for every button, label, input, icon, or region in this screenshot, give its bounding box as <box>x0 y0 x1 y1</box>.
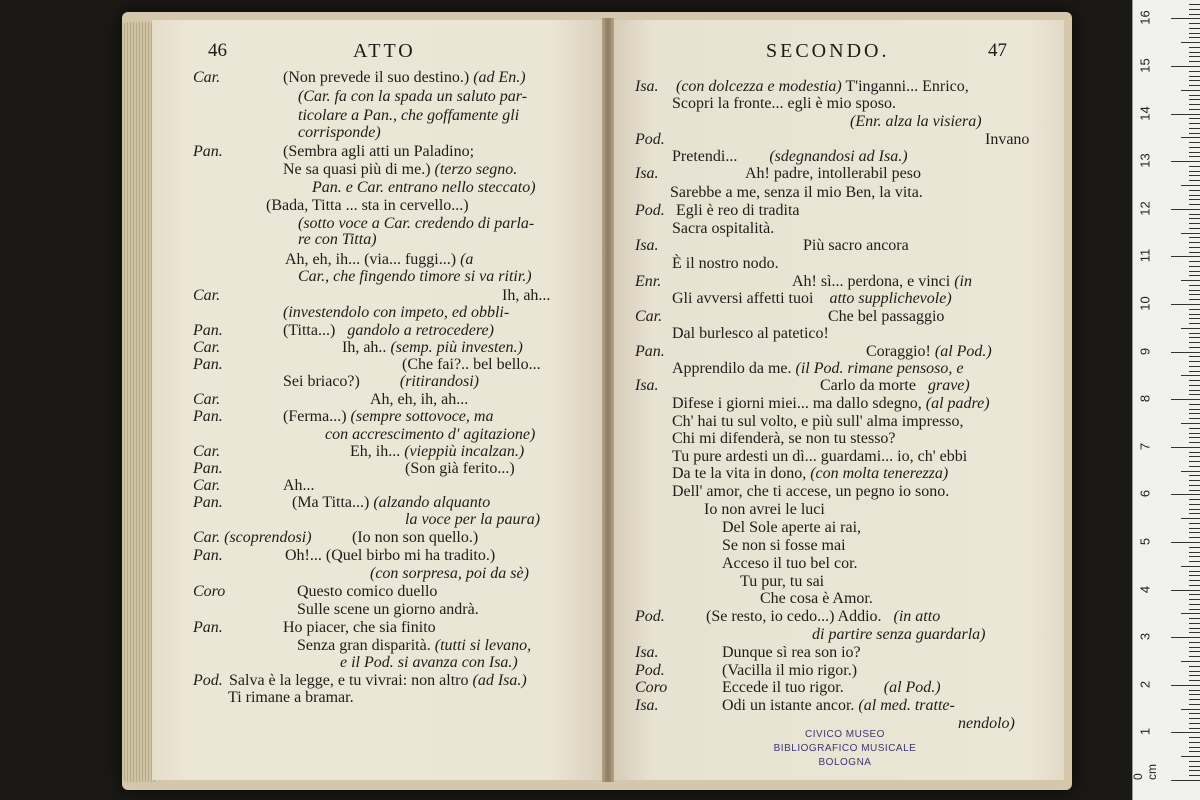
ruler-tick <box>1181 328 1200 329</box>
ruler-tick <box>1181 566 1200 567</box>
text-line: Ti rimane a bramar. <box>228 689 354 706</box>
text-line: nendolo) <box>958 715 1015 732</box>
ruler-tick <box>1189 28 1200 29</box>
ruler-tick <box>1189 647 1200 648</box>
ruler-tick <box>1189 642 1200 643</box>
ruler-tick <box>1189 223 1200 224</box>
ruler-tick <box>1189 704 1200 705</box>
ruler-tick <box>1189 95 1200 96</box>
ruler-tick <box>1189 33 1200 34</box>
right-page-header: SECONDO. <box>766 40 890 62</box>
ruler-tick <box>1189 37 1200 38</box>
ruler-tick <box>1189 666 1200 667</box>
ruler-tick <box>1189 156 1200 157</box>
ruler-tick <box>1189 9 1200 10</box>
text-line: (sotto voce a Car. credendo di parla- <box>298 215 535 232</box>
text-line: Che cosa è Amor. <box>760 590 873 607</box>
ruler-number: 7 <box>1137 442 1153 450</box>
text-line: (Se resto, io cedo...) Addio. (in atto <box>706 608 941 625</box>
text-line: Eh, ih... (vieppiù incalzan.) <box>350 443 525 460</box>
speaker-label: Pan. <box>193 619 223 636</box>
speaker-label: Pan. <box>193 494 223 511</box>
ruler-tick <box>1181 137 1200 138</box>
text-line: Acceso il tuo bel cor. <box>722 555 858 572</box>
text-line: corrisponde) <box>298 124 381 141</box>
ruler-tick <box>1189 175 1200 176</box>
ruler-number: 2 <box>1137 680 1153 688</box>
ruler-tick <box>1189 770 1200 771</box>
ruler-tick <box>1189 452 1200 453</box>
ruler-tick <box>1189 699 1200 700</box>
ruler-tick <box>1189 671 1200 672</box>
ruler-tick <box>1189 618 1200 619</box>
text-line: (Titta...) gandolo a retrocedere) <box>283 322 494 339</box>
ruler-tick <box>1189 723 1200 724</box>
speaker-label: Car. <box>193 287 221 304</box>
ruler-tick <box>1189 532 1200 533</box>
ruler-tick <box>1181 613 1200 614</box>
text-line: (Ma Titta...) (alzando alquanto <box>292 494 491 511</box>
ruler-number: 8 <box>1137 395 1153 403</box>
ruler-tick <box>1189 61 1200 62</box>
ruler-number: 12 <box>1137 201 1153 216</box>
ruler-tick <box>1189 413 1200 414</box>
ruler-tick <box>1171 780 1200 781</box>
ruler-tick <box>1189 80 1200 81</box>
ruler-tick <box>1189 52 1200 53</box>
ruler-number: 5 <box>1137 537 1153 546</box>
ruler-number: 14 <box>1137 105 1153 121</box>
ruler-tick <box>1189 123 1200 124</box>
speaker-label: Pod. <box>193 672 223 689</box>
text-line: Senza gran disparità. (tutti si levano, <box>297 637 532 654</box>
stamp-line: BOLOGNA <box>818 757 872 768</box>
text-line: Oh!... (Quel birbo mi ha tradito.) <box>285 547 496 564</box>
ruler-tick <box>1189 166 1200 167</box>
ruler-tick <box>1189 490 1200 491</box>
text-line: Sarebbe a me, senza il mio Ben, la vita. <box>670 184 923 201</box>
left-page-header: ATTO <box>353 40 416 62</box>
ruler-tick <box>1189 180 1200 181</box>
ruler-tick <box>1189 632 1200 633</box>
ruler-tick <box>1171 685 1200 686</box>
ruler-tick <box>1171 352 1200 353</box>
ruler-tick <box>1181 375 1200 376</box>
text-line: Odi un istante ancor. (al med. tratte- <box>722 697 955 714</box>
speaker-label: Coro <box>635 679 668 696</box>
ruler-tick <box>1189 580 1200 581</box>
ruler-tick <box>1189 561 1200 562</box>
stamp-line: BIBLIOGRAFICO MUSICALE <box>773 743 917 754</box>
text-line: (Vacilla il mio rigor.) <box>722 662 858 679</box>
ruler-tick <box>1189 775 1200 776</box>
ruler-tick <box>1189 333 1200 334</box>
ruler-number: 3 <box>1137 633 1153 641</box>
speaker-label: Car. <box>635 308 663 325</box>
ruler-tick <box>1189 480 1200 481</box>
ruler-tick <box>1189 571 1200 572</box>
ruler-tick <box>1189 228 1200 229</box>
text-line: (con dolcezza e modestia) T'inganni... Enrico, <box>676 78 969 95</box>
ruler-tick <box>1189 290 1200 291</box>
ruler-tick <box>1189 242 1200 243</box>
ruler-tick <box>1181 756 1200 757</box>
text-line: (con sorpresa, poi da sè) <box>370 565 529 582</box>
ruler-tick <box>1189 266 1200 267</box>
ruler-tick <box>1181 185 1200 186</box>
text-line: ticolare a Pan., che goffamente gli <box>298 107 520 124</box>
ruler-tick <box>1189 371 1200 372</box>
ruler-tick <box>1189 309 1200 310</box>
speaker-label: Pan. <box>193 356 223 373</box>
speaker-label: Pan. <box>193 143 223 160</box>
text-line: Ne sa quasi più di me.) (terzo segno. <box>283 161 518 178</box>
ruler-tick <box>1189 133 1200 134</box>
ruler-tick <box>1189 85 1200 86</box>
text-line: Ih, ah.. (semp. più investen.) <box>342 339 523 356</box>
ruler-tick <box>1189 513 1200 514</box>
ruler-tick <box>1189 609 1200 610</box>
ruler-tick <box>1181 280 1200 281</box>
ruler-tick <box>1189 99 1200 100</box>
ruler-tick <box>1189 466 1200 467</box>
speaker-label: Car. (scoprendosi) <box>193 529 312 546</box>
ruler-tick <box>1189 323 1200 324</box>
text-line: Sulle scene un giorno andrà. <box>297 601 479 618</box>
ruler-tick <box>1171 66 1200 67</box>
ruler-tick <box>1189 547 1200 548</box>
ruler-tick <box>1189 442 1200 443</box>
ruler-tick <box>1189 675 1200 676</box>
text-line: (Son già ferito...) <box>405 460 515 477</box>
stamp-line: CIVICO MUSEO <box>805 729 885 740</box>
speaker-label: Isa. <box>635 697 659 714</box>
library-stamp <box>770 728 920 770</box>
ruler-tick <box>1189 261 1200 262</box>
text-line: Ch' hai tu sul volto, e più sull' alma impresso, <box>672 413 964 430</box>
text-line: con accrescimento d' agitazione) <box>325 426 536 443</box>
text-line: Che bel passaggio <box>828 308 945 325</box>
speaker-label: Pod. <box>635 131 665 148</box>
text-line: Io non avrei le luci <box>704 501 825 518</box>
text-line: (Non prevede il suo destino.) (ad En.) <box>283 69 526 86</box>
speaker-label: Enr. <box>635 273 662 290</box>
ruler-number: 16 <box>1137 10 1153 26</box>
ruler-tick <box>1189 366 1200 367</box>
ruler-tick <box>1189 152 1200 153</box>
ruler-tick <box>1189 147 1200 148</box>
ruler-tick <box>1189 504 1200 505</box>
ruler-tick <box>1189 271 1200 272</box>
ruler-tick <box>1189 747 1200 748</box>
ruler-tick <box>1189 337 1200 338</box>
ruler-tick <box>1189 294 1200 295</box>
ruler-tick <box>1189 528 1200 529</box>
speaker-label: Pan. <box>193 408 223 425</box>
ruler-tick <box>1181 90 1200 91</box>
text-line: la voce per la paura) <box>405 511 541 528</box>
text-line: Dal burlesco al patetico! <box>672 325 829 342</box>
ruler-tick <box>1189 737 1200 738</box>
ruler-tick <box>1181 709 1200 710</box>
ruler-unit-label: 0 cm <box>1131 764 1159 780</box>
ruler-tick <box>1171 542 1200 543</box>
speaker-label: Pod. <box>635 662 665 679</box>
speaker-label: Car. <box>193 339 221 356</box>
ruler-number: 4 <box>1137 585 1153 593</box>
ruler-number: 9 <box>1137 347 1153 355</box>
text-line: Gli avversi affetti tuoi atto supplichevole) <box>672 290 952 307</box>
speaker-label: Car. <box>193 443 221 460</box>
ruler-tick <box>1171 18 1200 19</box>
ruler-tick <box>1189 237 1200 238</box>
ruler-tick <box>1189 195 1200 196</box>
page-edges <box>122 22 156 782</box>
text-line: Ih, ah... <box>502 287 551 304</box>
speaker-label: Pan. <box>193 322 223 339</box>
ruler-tick <box>1171 256 1200 257</box>
ruler-tick <box>1181 518 1200 519</box>
text-line: Pan. e Car. entrano nello steccato) <box>312 179 536 196</box>
text-line: Ah! sì... perdona, e vinci (in <box>792 273 972 290</box>
text-line: Del Sole aperte ai rai, <box>722 519 862 536</box>
ruler-tick <box>1189 214 1200 215</box>
ruler-tick <box>1189 761 1200 762</box>
ruler-tick <box>1189 523 1200 524</box>
ruler-tick <box>1189 475 1200 476</box>
ruler-tick <box>1189 347 1200 348</box>
ruler-tick <box>1189 418 1200 419</box>
ruler-tick <box>1189 409 1200 410</box>
text-line: Sei briaco?) (ritirandosi) <box>283 373 479 390</box>
ruler-tick <box>1189 461 1200 462</box>
ruler-tick <box>1189 342 1200 343</box>
ruler-tick <box>1189 199 1200 200</box>
text-line: Dell' amor, che ti accese, un pegno io sono. <box>672 483 950 500</box>
text-line: Sacra ospitalità. <box>672 220 775 237</box>
ruler-tick <box>1189 361 1200 362</box>
ruler-number: 15 <box>1137 58 1153 73</box>
ruler-number: 1 <box>1137 728 1153 736</box>
ruler-number: 6 <box>1137 490 1153 498</box>
ruler-tick <box>1189 456 1200 457</box>
measurement-ruler <box>1132 0 1200 800</box>
text-line: Da te la vita in dono, (con molta tenerezza) <box>672 465 949 482</box>
left-page-number: 46 <box>208 40 227 61</box>
ruler-tick <box>1189 394 1200 395</box>
ruler-number: 10 <box>1137 296 1153 311</box>
ruler-tick <box>1171 209 1200 210</box>
text-line: re con Titta) <box>298 231 377 248</box>
speaker-label: Pan. <box>635 343 665 360</box>
ruler-tick <box>1189 552 1200 553</box>
ruler-tick <box>1181 423 1200 424</box>
text-line: Difese i giorni miei... ma dallo sdegno, (al padre) <box>672 395 990 412</box>
ruler-tick <box>1189 433 1200 434</box>
ruler-tick <box>1189 556 1200 557</box>
ruler-tick <box>1189 171 1200 172</box>
ruler-tick <box>1189 76 1200 77</box>
text-line: Tu pure ardesti un dì... guardami... io, ch' ebbi <box>672 448 968 465</box>
text-line: Car., che fingendo timore si va ritir.) <box>298 268 532 285</box>
ruler-number: 11 <box>1137 249 1153 263</box>
ruler-tick <box>1189 142 1200 143</box>
ruler-tick <box>1189 318 1200 319</box>
text-line: e il Pod. si avanza con Isa.) <box>340 654 518 671</box>
ruler-tick <box>1189 728 1200 729</box>
ruler-tick <box>1171 494 1200 495</box>
text-line: (Ferma...) (sempre sottovoce, ma <box>283 408 494 425</box>
ruler-tick <box>1171 590 1200 591</box>
ruler-tick <box>1171 161 1200 162</box>
ruler-tick <box>1171 637 1200 638</box>
ruler-tick <box>1189 585 1200 586</box>
text-line: Questo comico duello <box>297 583 438 600</box>
ruler-tick <box>1189 190 1200 191</box>
ruler-tick <box>1189 109 1200 110</box>
ruler-tick <box>1189 509 1200 510</box>
ruler-tick <box>1189 128 1200 129</box>
ruler-tick <box>1189 390 1200 391</box>
ruler-tick <box>1189 537 1200 538</box>
ruler-tick <box>1189 404 1200 405</box>
ruler-tick <box>1189 437 1200 438</box>
ruler-tick <box>1189 218 1200 219</box>
ruler-number: 13 <box>1137 153 1153 168</box>
ruler-tick <box>1189 499 1200 500</box>
ruler-tick <box>1181 661 1200 662</box>
speaker-label: Coro <box>193 583 226 600</box>
ruler-tick <box>1189 71 1200 72</box>
speaker-label: Car. <box>193 69 221 86</box>
speaker-label: Isa. <box>635 237 659 254</box>
speaker-label: Pod. <box>635 608 665 625</box>
speaker-label: Pod. <box>635 202 665 219</box>
text-line: È il nostro nodo. <box>672 255 779 272</box>
text-line: (Io non son quello.) <box>352 529 479 546</box>
ruler-tick <box>1189 485 1200 486</box>
ruler-tick <box>1189 751 1200 752</box>
ruler-tick <box>1189 118 1200 119</box>
ruler-tick <box>1171 304 1200 305</box>
ruler-tick <box>1171 732 1200 733</box>
text-line: Ah, eh, ih... (via... fuggi...) (a <box>285 251 474 268</box>
speaker-label: Car. <box>193 477 221 494</box>
ruler-tick <box>1189 14 1200 15</box>
ruler-tick <box>1189 56 1200 57</box>
ruler-tick <box>1189 713 1200 714</box>
text-line: Ah... <box>283 477 315 494</box>
ruler-tick <box>1189 275 1200 276</box>
text-line: (Bada, Titta ... sta in cervello...) <box>266 197 469 214</box>
text-line: Se non si fosse mai <box>722 537 846 554</box>
text-line: Invano <box>985 131 1030 148</box>
speaker-label: Pan. <box>193 460 223 477</box>
ruler-tick <box>1189 204 1200 205</box>
ruler-tick <box>1189 599 1200 600</box>
speaker-label: Isa. <box>635 78 659 95</box>
ruler-tick <box>1189 604 1200 605</box>
text-line: Più sacro ancora <box>803 237 909 254</box>
ruler-tick <box>1189 47 1200 48</box>
ruler-tick <box>1189 299 1200 300</box>
ruler-tick <box>1181 471 1200 472</box>
text-line: Salva è la legge, e tu vivrai: non altro (ad Isa.) <box>229 672 527 689</box>
ruler-tick <box>1189 694 1200 695</box>
speaker-label: Isa. <box>635 377 659 394</box>
speaker-label: Pan. <box>193 547 223 564</box>
text-line: Eccede il tuo rigor. (al Pod.) <box>722 679 941 696</box>
ruler-tick <box>1189 680 1200 681</box>
ruler-tick <box>1189 690 1200 691</box>
ruler-tick <box>1189 575 1200 576</box>
ruler-tick <box>1189 428 1200 429</box>
text-line: Chi mi difenderà, se non tu stesso? <box>672 430 896 447</box>
ruler-tick <box>1189 623 1200 624</box>
ruler-tick <box>1189 104 1200 105</box>
ruler-tick <box>1189 718 1200 719</box>
text-line: Pretendi... (sdegnandosi ad Isa.) <box>672 148 908 165</box>
ruler-tick <box>1181 233 1200 234</box>
ruler-tick <box>1189 380 1200 381</box>
ruler-tick <box>1189 356 1200 357</box>
text-line: (Sembra agli atti un Paladino; <box>283 143 475 160</box>
ruler-tick <box>1189 742 1200 743</box>
text-line: (Car. fa con la spada un saluto par- <box>298 88 528 105</box>
ruler-tick <box>1189 314 1200 315</box>
speaker-label: Isa. <box>635 644 659 661</box>
text-line: Ho piacer, che sia finito <box>283 619 436 636</box>
text-line: Tu pur, tu sai <box>740 573 825 590</box>
ruler-tick <box>1189 628 1200 629</box>
text-line: Ah! padre, intollerabil peso <box>745 165 921 182</box>
right-page-number: 47 <box>988 40 1007 61</box>
text-line: Egli è reo di tradita <box>676 202 800 219</box>
ruler-tick <box>1189 651 1200 652</box>
ruler-tick <box>1189 247 1200 248</box>
speaker-label: Isa. <box>635 165 659 182</box>
ruler-tick <box>1189 766 1200 767</box>
ruler-tick <box>1171 399 1200 400</box>
text-line: (Che fai?.. bel bello... <box>402 356 541 373</box>
text-line: Coraggio! (al Pod.) <box>866 343 992 360</box>
text-line: Dunque sì rea son io? <box>722 644 861 661</box>
ruler-tick <box>1189 285 1200 286</box>
text-line: (investendolo con impeto, ed obbli- <box>283 304 510 321</box>
text-line: di partire senza guardarla) <box>812 626 986 643</box>
text-line: Scopri la fronte... egli è mio sposo. <box>672 95 896 112</box>
speaker-label: Car. <box>193 391 221 408</box>
ruler-tick <box>1189 594 1200 595</box>
text-line: Carlo da morte grave) <box>820 377 970 394</box>
text-line: Apprendilo da me. (il Pod. rimane pensoso, e <box>672 360 964 377</box>
ruler-tick <box>1189 385 1200 386</box>
ruler-tick <box>1171 114 1200 115</box>
book-gutter <box>602 18 614 782</box>
ruler-tick <box>1181 42 1200 43</box>
ruler-tick <box>1171 447 1200 448</box>
ruler-tick <box>1189 23 1200 24</box>
ruler-tick <box>1189 252 1200 253</box>
text-line: Ah, eh, ih, ah... <box>370 391 469 408</box>
ruler-tick <box>1189 656 1200 657</box>
text-line: (Enr. alza la visiera) <box>850 113 982 130</box>
ruler-tick <box>1189 4 1200 5</box>
